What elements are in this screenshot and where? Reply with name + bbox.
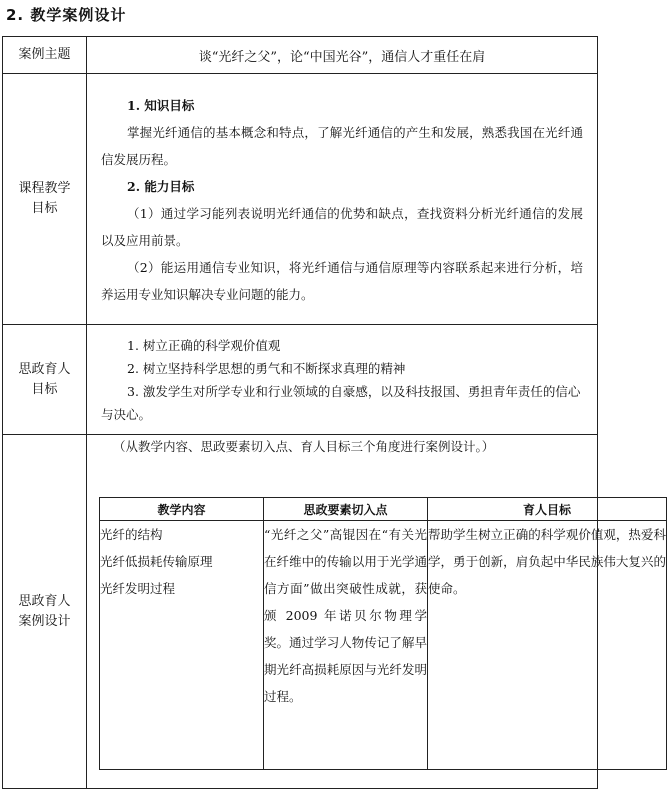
course-goals-content [87, 84, 597, 314]
ideology-goal-item: 3. 激发学生对所学专业和行业领域的自豪感，以及科技报国、勇担青年责任的信心与决心。 [101, 383, 581, 422]
course-goals-cell [87, 74, 598, 325]
section-heading: 2. 教学案例设计 [6, 6, 127, 24]
course-goals-row [3, 74, 598, 325]
case-design-label [3, 435, 87, 789]
topic-row [3, 37, 598, 74]
knowledge-goal-title: 1. 知识目标 [127, 98, 195, 113]
header-education-goal: 育人目标 [428, 498, 667, 521]
case-design-table [2, 36, 666, 789]
header-teaching-content: 教学内容 [100, 498, 264, 521]
ideology-goals-list [87, 330, 597, 430]
ideology-goals-label [3, 325, 87, 435]
education-goal-cell: 帮助学生树立正确的科学观价值观，热爱科学，勇于创新，肩负起中华民族伟大复兴的使命。 [428, 521, 667, 770]
topic-label: 案例主题 [3, 37, 87, 74]
entry-point-cell: “光纤之父”高锟因在“有关光在纤维中的传输以用于光学通信方面”做出突破性成就，获颁 2009 年诺贝尔物理学奖。通过学习人物传记了解早期光纤高损耗原因与光纤发明过程。 [264, 521, 428, 770]
case-design-cell [87, 435, 666, 789]
case-design-note: （从教学内容、思政要素切入点、育人目标三个角度进行案例设计。） [113, 439, 495, 454]
topic-value: 谈“光纤之父”，论“中国光谷”，通信人才重任在肩 [87, 37, 598, 74]
ability-goal-title: 2. 能力目标 [127, 179, 195, 194]
ability-goal-1: （1）通过学习能列表说明光纤通信的优势和缺点，查找资料分析光纤通信的发展以及应用前景。 [101, 206, 583, 248]
teaching-content-cell [100, 521, 264, 770]
ideology-goals-label-text: 思政育人目标 [18, 361, 71, 397]
header-entry-point: 思政要素切入点 [264, 498, 428, 521]
content-item: 光纤低损耗传输原理 [100, 554, 213, 569]
ideology-goal-item: 2. 树立坚持科学思想的勇气和不断探求真理的精神 [127, 360, 406, 376]
inner-header-row [100, 498, 667, 521]
content-item: 光纤发明过程 [100, 581, 176, 596]
content-item: 光纤的结构 [100, 527, 163, 542]
ability-goal-2: （2）能运用通信专业知识，将光纤通信与通信原理等内容联系起来进行分析，培养运用专业知识解决专业问题的能力。 [101, 260, 583, 302]
course-goals-label [3, 74, 87, 325]
ideology-goal-item: 1. 树立正确的科学观价值观 [127, 337, 281, 353]
knowledge-goal-text: 掌握光纤通信的基本概念和特点，了解光纤通信的产生和发展，熟悉我国在光纤通信发展历程。 [101, 125, 583, 167]
case-design-label-text: 思政育人案例设计 [18, 593, 71, 629]
ideology-goals-row [3, 325, 598, 435]
case-design-row [3, 435, 598, 789]
inner-body-row [100, 521, 667, 770]
case-inner-table [99, 497, 667, 770]
ideology-goals-cell [87, 325, 598, 435]
course-goals-label-text: 课程教学目标 [18, 181, 71, 216]
